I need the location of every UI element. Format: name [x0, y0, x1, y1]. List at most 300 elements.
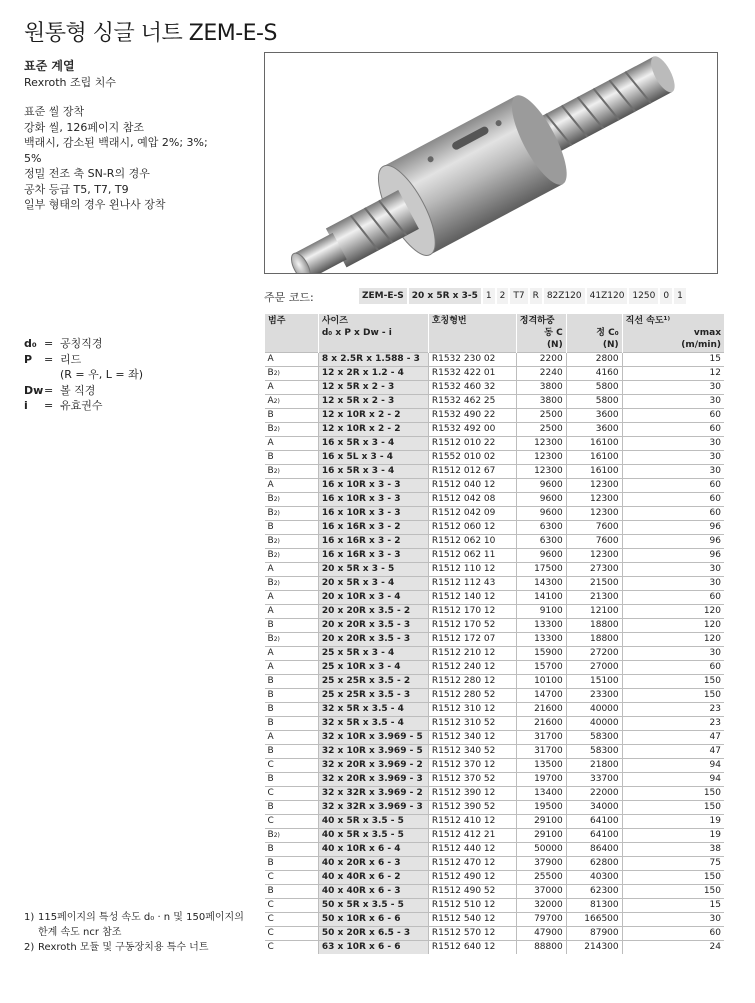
cell-static-load: 3600 — [566, 423, 622, 437]
cell-range: A — [265, 605, 319, 619]
cell-part-number: R1532 462 25 — [428, 395, 516, 409]
cell-dynamic-load: 50000 — [516, 843, 566, 857]
cell-dynamic-load: 9600 — [516, 479, 566, 493]
cell-part-number: R1512 010 22 — [428, 437, 516, 451]
table-row — [265, 941, 725, 955]
footnote-text: 115페이지의 특성 속도 d₀ · n 및 150페이지의 한계 속도 ncr 참조 — [38, 912, 244, 938]
cell-size: 20 x 5R x 3 - 4 — [318, 577, 428, 591]
footnote-number: 2) — [24, 942, 35, 953]
cell-static-load: 21300 — [566, 591, 622, 605]
legend-equals: = — [44, 383, 54, 397]
cell-size: 50 x 5R x 3.5 - 5 — [318, 899, 428, 913]
cell-part-number: R1512 310 12 — [428, 703, 516, 717]
footnote-marker: 2) — [273, 370, 280, 377]
cell-static-load: 64100 — [566, 829, 622, 843]
cell-size: 25 x 25R x 3.5 - 3 — [318, 689, 428, 703]
cell-static-load: 18800 — [566, 633, 622, 647]
cell-speed: 150 — [622, 871, 724, 885]
cell-range: $B^{2)}$ — [265, 465, 319, 479]
cell-part-number: R1532 230 02 — [428, 353, 516, 367]
cell-static-load: 64100 — [566, 815, 622, 829]
cell-part-number: R1512 062 10 — [428, 535, 516, 549]
cell-dynamic-load: 2240 — [516, 367, 566, 381]
cell-dynamic-load: 21600 — [516, 717, 566, 731]
cell-static-load: 166500 — [566, 913, 622, 927]
cell-dynamic-load: 13500 — [516, 759, 566, 773]
cell-speed: 30 — [622, 451, 724, 465]
cell-dynamic-load: 47900 — [516, 927, 566, 941]
order-code-cell: 20 x 5R x 3-5 — [409, 288, 481, 304]
cell-part-number: R1512 412 21 — [428, 829, 516, 843]
cell-speed: 19 — [622, 815, 724, 829]
cell-static-load: 214300 — [566, 941, 622, 955]
series-subheading: Rexroth 조립 치수 — [24, 76, 117, 89]
cell-range: $A^{2)}$ — [265, 395, 319, 409]
cell-speed: 30 — [622, 647, 724, 661]
cell-speed: 30 — [622, 465, 724, 479]
cell-dynamic-load: 3800 — [516, 381, 566, 395]
cell-static-load: 27000 — [566, 661, 622, 675]
cell-speed: 96 — [622, 521, 724, 535]
order-code-cell: ZEM-E-S — [359, 288, 407, 304]
table-row — [265, 703, 725, 717]
cell-range: $B^{2)}$ — [265, 549, 319, 563]
cell-range: A — [265, 731, 319, 745]
cell-dynamic-load: 29100 — [516, 815, 566, 829]
feature-item: 5% — [24, 151, 42, 165]
cell-size: 20 x 20R x 3.5 - 3 — [318, 619, 428, 633]
cell-part-number: R1532 460 32 — [428, 381, 516, 395]
cell-range: B — [265, 843, 319, 857]
table-row — [265, 899, 725, 913]
table-row — [265, 829, 725, 843]
cell-size: 32 x 10R x 3.969 - 5 — [318, 745, 428, 759]
cell-speed: 60 — [622, 507, 724, 521]
cell-speed: 47 — [622, 745, 724, 759]
cell-size: 40 x 20R x 6 - 3 — [318, 857, 428, 871]
cell-dynamic-load: 88800 — [516, 941, 566, 955]
order-code-cell: 1 — [483, 288, 495, 304]
cell-dynamic-load: 9600 — [516, 549, 566, 563]
cell-range: C — [265, 815, 319, 829]
cell-size: 32 x 10R x 3.969 - 5 — [318, 731, 428, 745]
cell-size: 12 x 5R x 2 - 3 — [318, 395, 428, 409]
legend-equals: = — [44, 352, 54, 366]
spec-table — [264, 314, 724, 954]
cell-dynamic-load: 14100 — [516, 591, 566, 605]
cell-part-number: R1512 112 43 — [428, 577, 516, 591]
cell-speed: 60 — [622, 423, 724, 437]
order-code — [264, 288, 724, 304]
cell-static-load: 12300 — [566, 479, 622, 493]
cell-dynamic-load: 2500 — [516, 409, 566, 423]
cell-range: B — [265, 773, 319, 787]
cell-part-number: R1512 280 12 — [428, 675, 516, 689]
table-row — [265, 871, 725, 885]
cell-range: $B^{2)}$ — [265, 577, 319, 591]
cell-static-load: 23300 — [566, 689, 622, 703]
cell-size: 20 x 20R x 3.5 - 2 — [318, 605, 428, 619]
cell-speed: 30 — [622, 577, 724, 591]
order-code-cell: 1 — [674, 288, 686, 304]
table-row — [265, 913, 725, 927]
cell-part-number: R1512 340 52 — [428, 745, 516, 759]
cell-dynamic-load: 9100 — [516, 605, 566, 619]
cell-size: 32 x 32R x 3.969 - 3 — [318, 801, 428, 815]
table-row — [265, 563, 725, 577]
cell-dynamic-load: 32000 — [516, 899, 566, 913]
cell-range: B — [265, 885, 319, 899]
cell-static-load: 40000 — [566, 703, 622, 717]
cell-dynamic-load: 12300 — [516, 437, 566, 451]
cell-part-number: R1512 370 12 — [428, 759, 516, 773]
cell-dynamic-load: 21600 — [516, 703, 566, 717]
cell-part-number: R1512 240 12 — [428, 661, 516, 675]
cell-part-number: R1512 170 12 — [428, 605, 516, 619]
legend-row — [24, 398, 143, 414]
cell-static-load: 16100 — [566, 451, 622, 465]
cell-part-number: R1512 640 12 — [428, 941, 516, 955]
cell-size: 12 x 2R x 1.2 - 4 — [318, 367, 428, 381]
table-row — [265, 857, 725, 871]
table-row — [265, 885, 725, 899]
cell-speed: 96 — [622, 549, 724, 563]
cell-dynamic-load: 13400 — [516, 787, 566, 801]
cell-part-number: R1512 060 12 — [428, 521, 516, 535]
table-row — [265, 759, 725, 773]
cell-range: $B^{2)}$ — [265, 829, 319, 843]
cell-size: 16 x 16R x 3 - 2 — [318, 521, 428, 535]
cell-size: 16 x 16R x 3 - 3 — [318, 549, 428, 563]
legend-equals: = — [44, 399, 54, 412]
cell-static-load: 12300 — [566, 507, 622, 521]
cell-speed: 60 — [622, 927, 724, 941]
cell-speed: 60 — [622, 661, 724, 675]
feature-item: 백래시, 감소된 백래시, 예압 2%; 3%; — [24, 136, 208, 149]
table-row — [265, 395, 725, 409]
cell-speed: 150 — [622, 801, 724, 815]
cell-dynamic-load: 37000 — [516, 885, 566, 899]
cell-range: C — [265, 913, 319, 927]
cell-range: A — [265, 353, 319, 367]
cell-speed: 150 — [622, 787, 724, 801]
cell-static-load: 21800 — [566, 759, 622, 773]
cell-speed: 23 — [622, 717, 724, 731]
table-row — [265, 773, 725, 787]
table-row — [265, 647, 725, 661]
cell-range: A — [265, 479, 319, 493]
cell-speed: 60 — [622, 409, 724, 423]
cell-static-load: 33700 — [566, 773, 622, 787]
cell-dynamic-load: 19500 — [516, 801, 566, 815]
cell-range: C — [265, 899, 319, 913]
cell-dynamic-load: 9600 — [516, 507, 566, 521]
cell-static-load: 40000 — [566, 717, 622, 731]
cell-part-number: R1512 210 12 — [428, 647, 516, 661]
feature-list — [24, 104, 254, 213]
page-title: 원통형 싱글 너트 ZEM-E-S — [24, 21, 277, 46]
cell-speed: 150 — [622, 885, 724, 899]
cell-speed: 60 — [622, 591, 724, 605]
legend-text: 공칭직경 — [60, 337, 103, 350]
legend-text: 리드 — [60, 352, 82, 366]
order-code-cell: T7 — [510, 288, 527, 304]
cell-dynamic-load: 13300 — [516, 633, 566, 647]
cell-dynamic-load: 12300 — [516, 451, 566, 465]
footnote-marker: 2) — [273, 580, 280, 587]
table-row — [265, 787, 725, 801]
cell-static-load: 7600 — [566, 535, 622, 549]
cell-size: 16 x 16R x 3 - 2 — [318, 535, 428, 549]
cell-part-number: R1532 492 00 — [428, 423, 516, 437]
cell-part-number: R1512 490 52 — [428, 885, 516, 899]
footnotes — [24, 910, 254, 955]
cell-speed: 30 — [622, 395, 724, 409]
cell-range: A — [265, 647, 319, 661]
cell-size: 25 x 25R x 3.5 - 2 — [318, 675, 428, 689]
cell-range: $B^{2)}$ — [265, 367, 319, 381]
footnote-marker: 2) — [273, 552, 280, 559]
cell-part-number: R1512 110 12 — [428, 563, 516, 577]
cell-static-load: 87900 — [566, 927, 622, 941]
cell-size: 16 x 10R x 3 - 3 — [318, 479, 428, 493]
cell-speed: 38 — [622, 843, 724, 857]
cell-static-load: 4160 — [566, 367, 622, 381]
cell-speed: 47 — [622, 731, 724, 745]
cell-part-number: R1512 510 12 — [428, 899, 516, 913]
cell-speed: 19 — [622, 829, 724, 843]
table-row — [265, 521, 725, 535]
table-row — [265, 577, 725, 591]
legend-text: (R = 우, L = 좌) — [60, 368, 144, 381]
cell-range: C — [265, 759, 319, 773]
legend-text: 볼 직경 — [60, 383, 96, 397]
cell-speed: 120 — [622, 619, 724, 633]
table-row — [265, 493, 725, 507]
cell-part-number: R1512 170 52 — [428, 619, 516, 633]
cell-range: B — [265, 689, 319, 703]
cell-speed: 12 — [622, 367, 724, 381]
cell-size: 12 x 5R x 2 - 3 — [318, 381, 428, 395]
cell-dynamic-load: 19700 — [516, 773, 566, 787]
cell-part-number: R1512 140 12 — [428, 591, 516, 605]
cell-static-load: 12300 — [566, 493, 622, 507]
cell-static-load: 15100 — [566, 675, 622, 689]
cell-static-load: 2800 — [566, 353, 622, 367]
cell-speed: 60 — [622, 493, 724, 507]
cell-size: 16 x 10R x 3 - 3 — [318, 493, 428, 507]
cell-part-number: R1552 010 02 — [428, 451, 516, 465]
footnote-text: Rexroth 모듈 및 구동장치용 특수 너트 — [38, 942, 209, 953]
cell-static-load: 22000 — [566, 787, 622, 801]
cell-size: 32 x 32R x 3.969 - 2 — [318, 787, 428, 801]
cell-speed: 96 — [622, 535, 724, 549]
cell-speed: 30 — [622, 913, 724, 927]
footnote-marker: 2) — [273, 538, 280, 545]
cell-range: $B^{2)}$ — [265, 493, 319, 507]
cell-range: B — [265, 675, 319, 689]
cell-size: 16 x 5R x 3 - 4 — [318, 437, 428, 451]
cell-range: B — [265, 745, 319, 759]
cell-speed: 120 — [622, 605, 724, 619]
cell-range: B — [265, 409, 319, 423]
table-row — [265, 731, 725, 745]
cell-part-number: R1512 280 52 — [428, 689, 516, 703]
cell-range: A — [265, 661, 319, 675]
ball-screw-nut-image — [264, 52, 718, 274]
order-code-cell: R — [530, 288, 542, 304]
cell-speed: 94 — [622, 759, 724, 773]
cell-size: 63 x 10R x 6 - 6 — [318, 941, 428, 955]
table-row — [265, 689, 725, 703]
cell-speed: 150 — [622, 689, 724, 703]
cell-dynamic-load: 25500 — [516, 871, 566, 885]
cell-range: B — [265, 717, 319, 731]
cell-part-number: R1512 340 12 — [428, 731, 516, 745]
cell-dynamic-load: 6300 — [516, 521, 566, 535]
cell-speed: 94 — [622, 773, 724, 787]
cell-static-load: 3600 — [566, 409, 622, 423]
cell-static-load: 21500 — [566, 577, 622, 591]
cell-dynamic-load: 14700 — [516, 689, 566, 703]
cell-static-load: 86400 — [566, 843, 622, 857]
cell-size: 25 x 10R x 3 - 4 — [318, 661, 428, 675]
header-load-dynamic: 정격하중 동 C (N) — [516, 314, 566, 353]
table-header-row — [265, 314, 725, 353]
cell-dynamic-load: 13300 — [516, 619, 566, 633]
cell-static-load: 58300 — [566, 731, 622, 745]
cell-range: A — [265, 437, 319, 451]
feature-item: 공차 등급 T5, T7, T9 — [24, 182, 129, 196]
cell-part-number: R1512 042 09 — [428, 507, 516, 521]
cell-dynamic-load: 31700 — [516, 745, 566, 759]
legend-symbol: Dw — [24, 383, 44, 397]
cell-size: 12 x 10R x 2 - 2 — [318, 423, 428, 437]
cell-part-number: R1512 540 12 — [428, 913, 516, 927]
cell-speed: 30 — [622, 381, 724, 395]
cell-range: $B^{2)}$ — [265, 633, 319, 647]
cell-part-number: R1512 172 07 — [428, 633, 516, 647]
header-load-static: 정 C₀ (N) — [566, 314, 622, 353]
table-row — [265, 465, 725, 479]
cell-range: B — [265, 857, 319, 871]
cell-size: 20 x 5R x 3 - 5 — [318, 563, 428, 577]
table-row — [265, 591, 725, 605]
order-code-cell: 2 — [497, 288, 509, 304]
cell-dynamic-load: 31700 — [516, 731, 566, 745]
cell-size: 32 x 5R x 3.5 - 4 — [318, 717, 428, 731]
table-row — [265, 801, 725, 815]
cell-static-load: 16100 — [566, 465, 622, 479]
feature-item: 강화 씰, 126페이지 참조 — [24, 120, 144, 134]
cell-size: 32 x 5R x 3.5 - 4 — [318, 703, 428, 717]
header-size: 사이즈 d₀ x P x Dw - i — [318, 314, 428, 353]
table-row — [265, 605, 725, 619]
cell-range: $B^{2)}$ — [265, 423, 319, 437]
cell-part-number: R1512 410 12 — [428, 815, 516, 829]
cell-range: B — [265, 619, 319, 633]
cell-dynamic-load: 12300 — [516, 465, 566, 479]
table-row — [265, 633, 725, 647]
footnote-marker: 2) — [273, 496, 280, 503]
table-row — [265, 451, 725, 465]
cell-static-load: 81300 — [566, 899, 622, 913]
cell-static-load: 18800 — [566, 619, 622, 633]
cell-size: 8 x 2.5R x 1.588 - 3 — [318, 353, 428, 367]
table-row — [265, 675, 725, 689]
header-speed: 직선 속도¹⁾ vmax (m/min) — [622, 314, 724, 353]
cell-speed: 120 — [622, 633, 724, 647]
table-row — [265, 367, 725, 381]
footnote-marker: 2) — [273, 510, 280, 517]
table-row — [265, 927, 725, 941]
cell-range: C — [265, 871, 319, 885]
cell-speed: 150 — [622, 675, 724, 689]
cell-dynamic-load: 29100 — [516, 829, 566, 843]
cell-range: A — [265, 563, 319, 577]
cell-size: 40 x 5R x 3.5 - 5 — [318, 829, 428, 843]
cell-range: C — [265, 927, 319, 941]
cell-dynamic-load: 37900 — [516, 857, 566, 871]
header-part-number: 호칭형번 — [428, 314, 516, 353]
cell-dynamic-load: 2500 — [516, 423, 566, 437]
cell-static-load: 12100 — [566, 605, 622, 619]
cell-dynamic-load: 9600 — [516, 493, 566, 507]
cell-size: 20 x 10R x 3 - 4 — [318, 591, 428, 605]
feature-item: 표준 씰 장착 — [24, 105, 85, 118]
symbol-legend — [24, 336, 143, 414]
cell-size: 20 x 20R x 3.5 - 3 — [318, 633, 428, 647]
table-row — [265, 437, 725, 451]
cell-static-load: 7600 — [566, 521, 622, 535]
cell-static-load: 34000 — [566, 801, 622, 815]
table-row — [265, 381, 725, 395]
legend-symbol: d₀ — [24, 337, 37, 350]
cell-static-load: 40300 — [566, 871, 622, 885]
table-body — [265, 353, 725, 955]
table-row — [265, 843, 725, 857]
cell-static-load: 62800 — [566, 857, 622, 871]
footnote — [24, 940, 254, 955]
footnote-marker: 2) — [273, 468, 280, 475]
legend-symbol: P — [24, 352, 33, 366]
cell-part-number: R1532 422 01 — [428, 367, 516, 381]
footnote-number: 1) — [24, 912, 35, 923]
table-row — [265, 619, 725, 633]
cell-size: 40 x 10R x 6 - 4 — [318, 843, 428, 857]
footnote-marker: 2) — [273, 636, 280, 643]
cell-size: 50 x 20R x 6.5 - 3 — [318, 927, 428, 941]
order-code-cell: 41Z120 — [587, 288, 628, 304]
cell-size: 16 x 5L x 3 - 4 — [318, 451, 428, 465]
table-row — [265, 353, 725, 367]
cell-part-number: R1512 440 12 — [428, 843, 516, 857]
cell-size: 40 x 40R x 6 - 3 — [318, 885, 428, 899]
cell-speed: 30 — [622, 437, 724, 451]
cell-part-number: R1512 042 08 — [428, 493, 516, 507]
cell-speed: 60 — [622, 479, 724, 493]
legend-row — [24, 336, 143, 352]
table-row — [265, 717, 725, 731]
cell-size: 32 x 20R x 3.969 - 2 — [318, 759, 428, 773]
cell-speed: 75 — [622, 857, 724, 871]
cell-static-load: 27200 — [566, 647, 622, 661]
cell-size: 32 x 20R x 3.969 - 3 — [318, 773, 428, 787]
order-code-label: 주문 코드: — [264, 291, 314, 304]
cell-static-load: 58300 — [566, 745, 622, 759]
feature-item: 일부 형태의 경우 왼나사 장착 — [24, 198, 166, 211]
cell-size: 25 x 5R x 3 - 4 — [318, 647, 428, 661]
